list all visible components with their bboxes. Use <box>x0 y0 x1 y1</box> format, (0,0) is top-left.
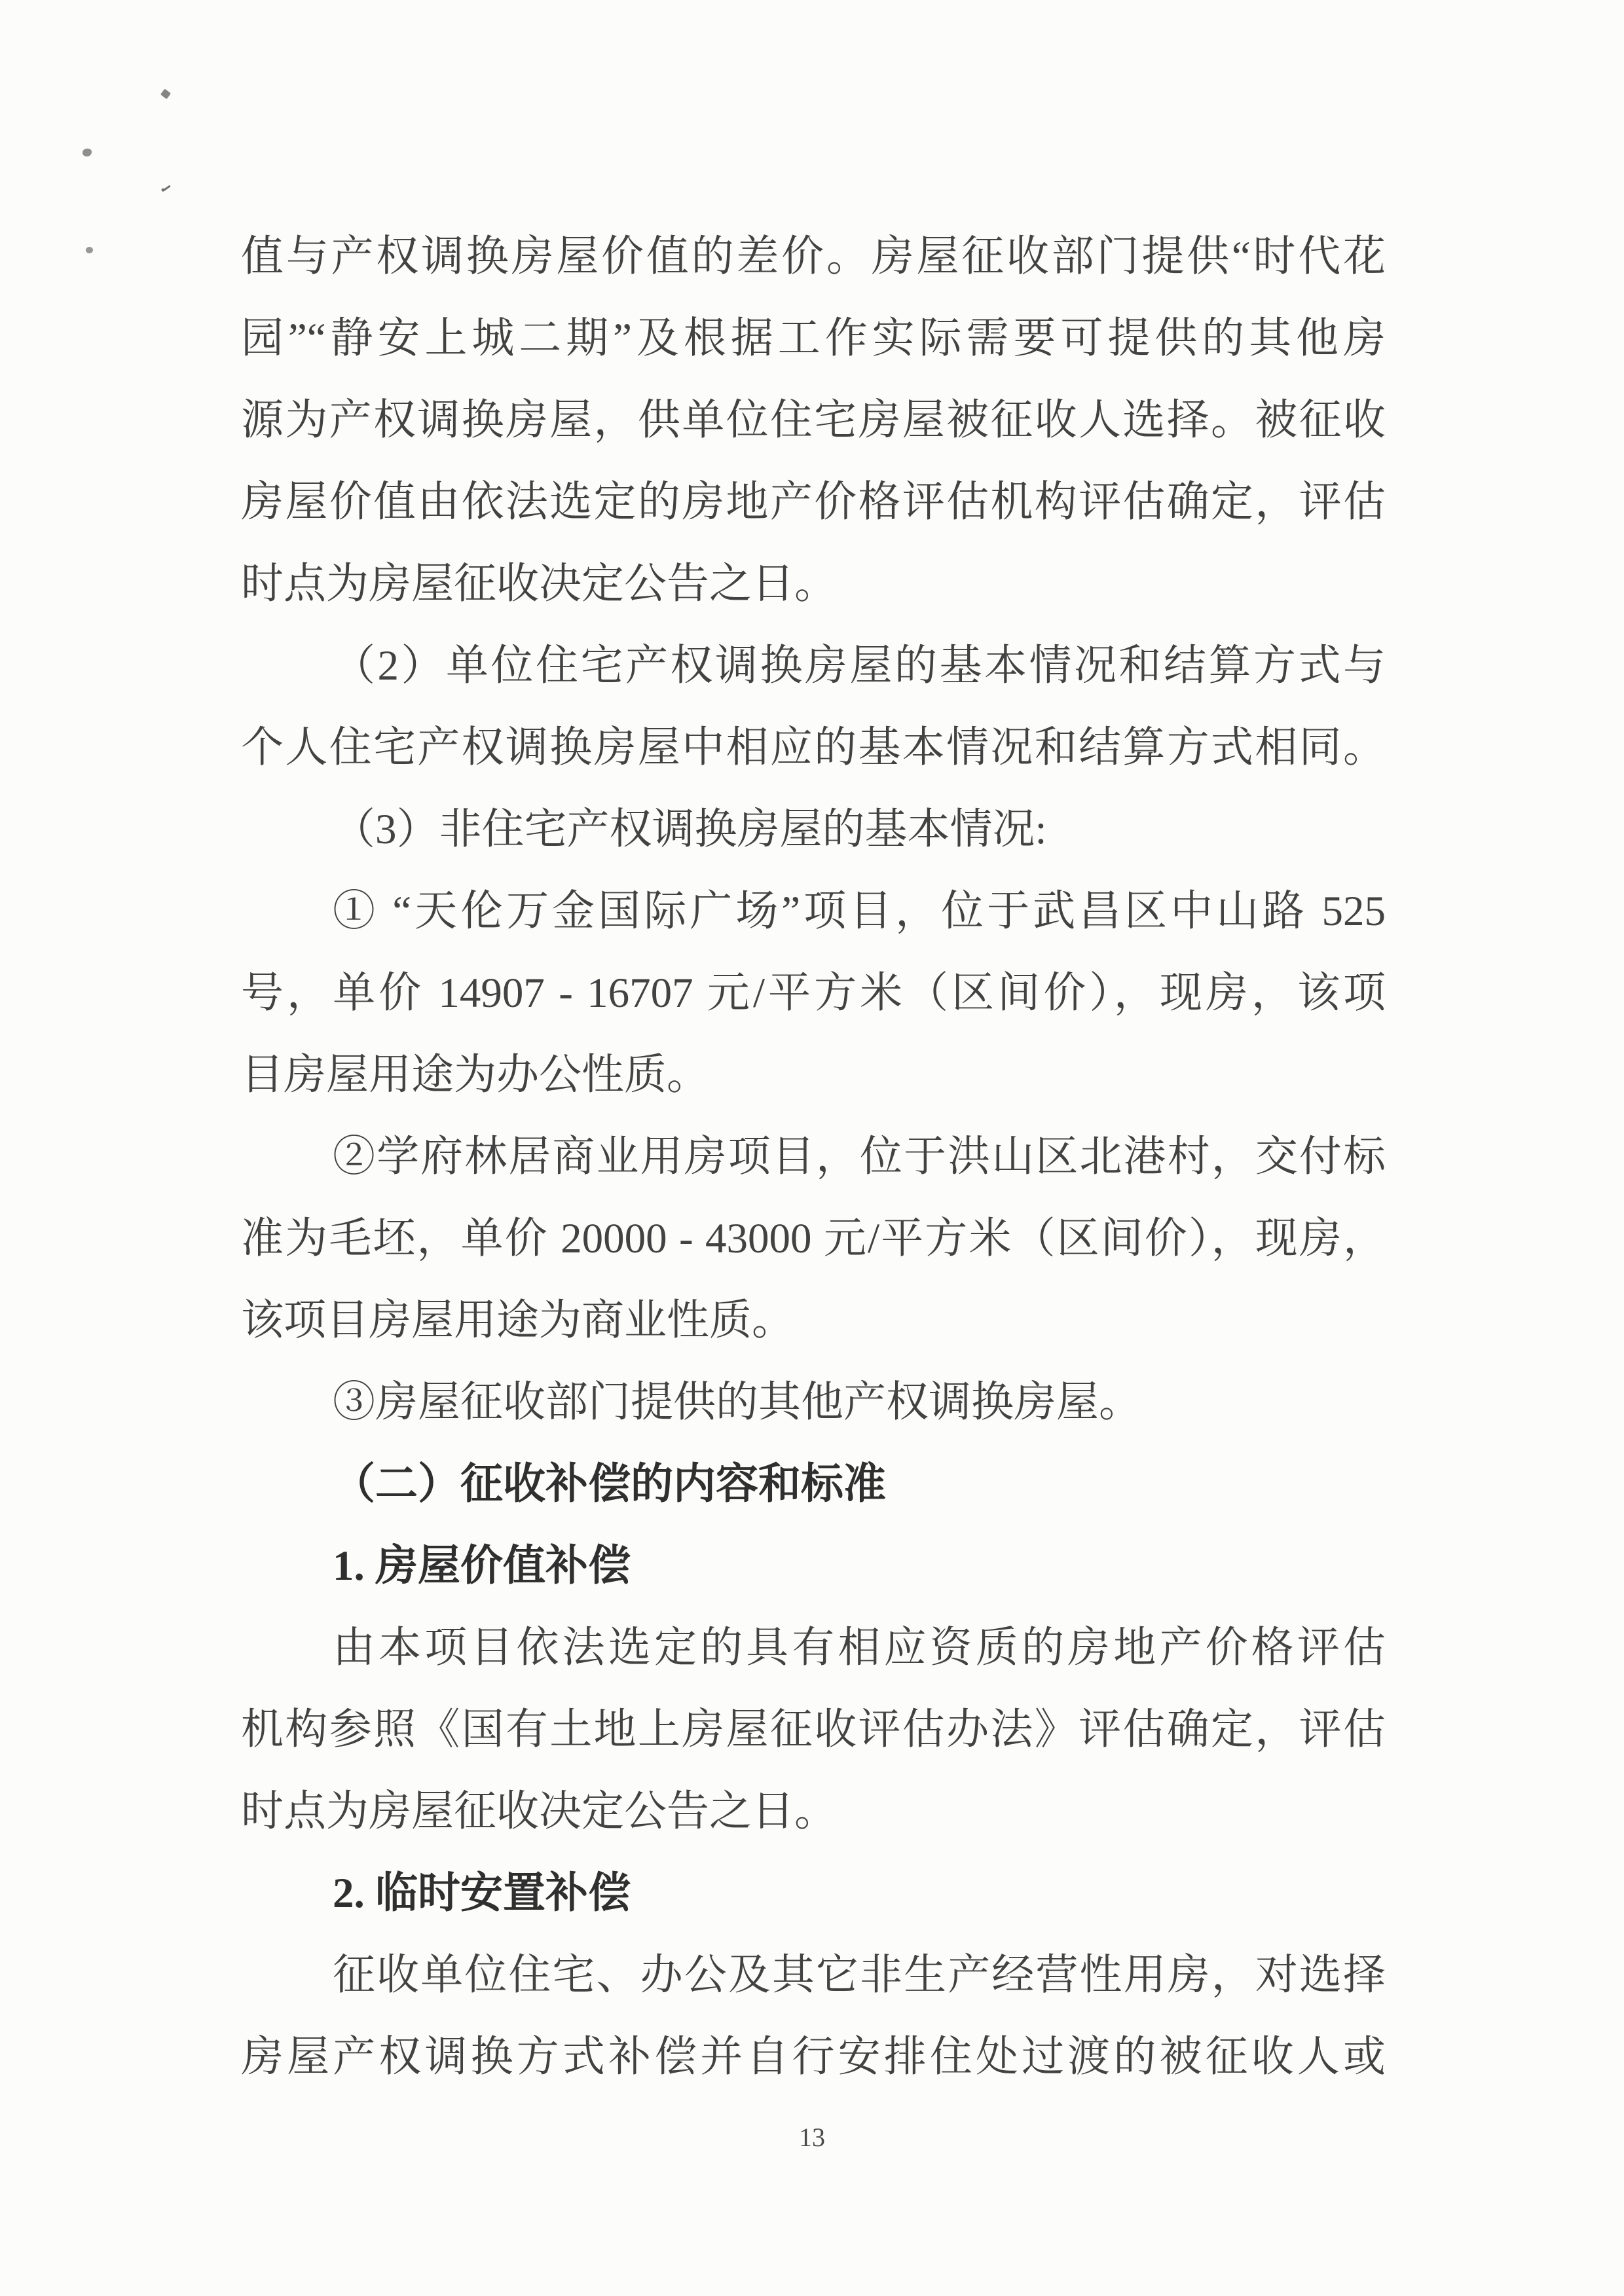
text-line: ②学府林居商业用房项目，位于洪山区北港村，交付标 <box>333 1133 1386 1180</box>
text-block <box>241 216 1386 2098</box>
text-line: 园”“静安上城二期”及根据工作实际需要可提供的其他房 <box>241 315 1386 362</box>
text-line: 个人住宅产权调换房屋中相应的基本情况和结算方式相同。 <box>241 724 1386 771</box>
text-line: 房屋价值由依法选定的房地产价格评估机构评估确定，评估 <box>241 479 1386 526</box>
text-line: 号，单价 14907 - 16707 元/平方米（区间价），现房，该项 <box>241 970 1386 1017</box>
text-line: ① “天伦万金国际广场”项目，位于武昌区中山路 525 <box>333 888 1386 935</box>
text-line: 由本项目依法选定的具有相应资质的房地产价格评估 <box>333 1624 1386 1671</box>
scan-speck <box>160 88 171 99</box>
text-line: （3）非住宅产权调换房屋的基本情况: <box>333 806 1047 853</box>
text-line: 值与产权调换房屋价值的差价。房屋征收部门提供“时代花 <box>241 233 1386 280</box>
text-line: 时点为房屋征收决定公告之日。 <box>241 560 838 608</box>
text-line: （2）单位住宅产权调换房屋的基本情况和结算方式与 <box>333 642 1386 689</box>
text-line: 该项目房屋用途为商业性质。 <box>241 1297 795 1344</box>
text-line: 目房屋用途为办公性质。 <box>241 1051 710 1099</box>
scan-speck <box>86 247 93 253</box>
scan-speck <box>162 185 170 192</box>
text-line: 时点为房屋征收决定公告之日。 <box>241 1788 838 1835</box>
text-line: 机构参照《国有土地上房屋征收评估办法》评估确定，评估 <box>241 1706 1386 1753</box>
text-line: （二）征收补偿的内容和标准 <box>333 1461 887 1508</box>
text-line: 准为毛坯，单价 20000 - 43000 元/平方米（区间价），现房， <box>241 1215 1386 1262</box>
text-line: 1. 房屋价值补偿 <box>333 1542 631 1590</box>
text-line: 源为产权调换房屋，供单位住宅房屋被征收人选择。被征收 <box>241 397 1386 444</box>
text-line: 征收单位住宅、办公及其它非生产经营性用房，对选择 <box>333 1952 1386 1999</box>
text-line: 2. 临时安置补偿 <box>333 1870 631 1917</box>
text-line: ③房屋征收部门提供的其他产权调换房屋。 <box>333 1379 1142 1426</box>
scan-speck <box>83 149 92 156</box>
page-number: 13 <box>799 2123 825 2152</box>
text-line: 房屋产权调换方式补偿并自行安排住处过渡的被征收人或 <box>241 2033 1386 2081</box>
